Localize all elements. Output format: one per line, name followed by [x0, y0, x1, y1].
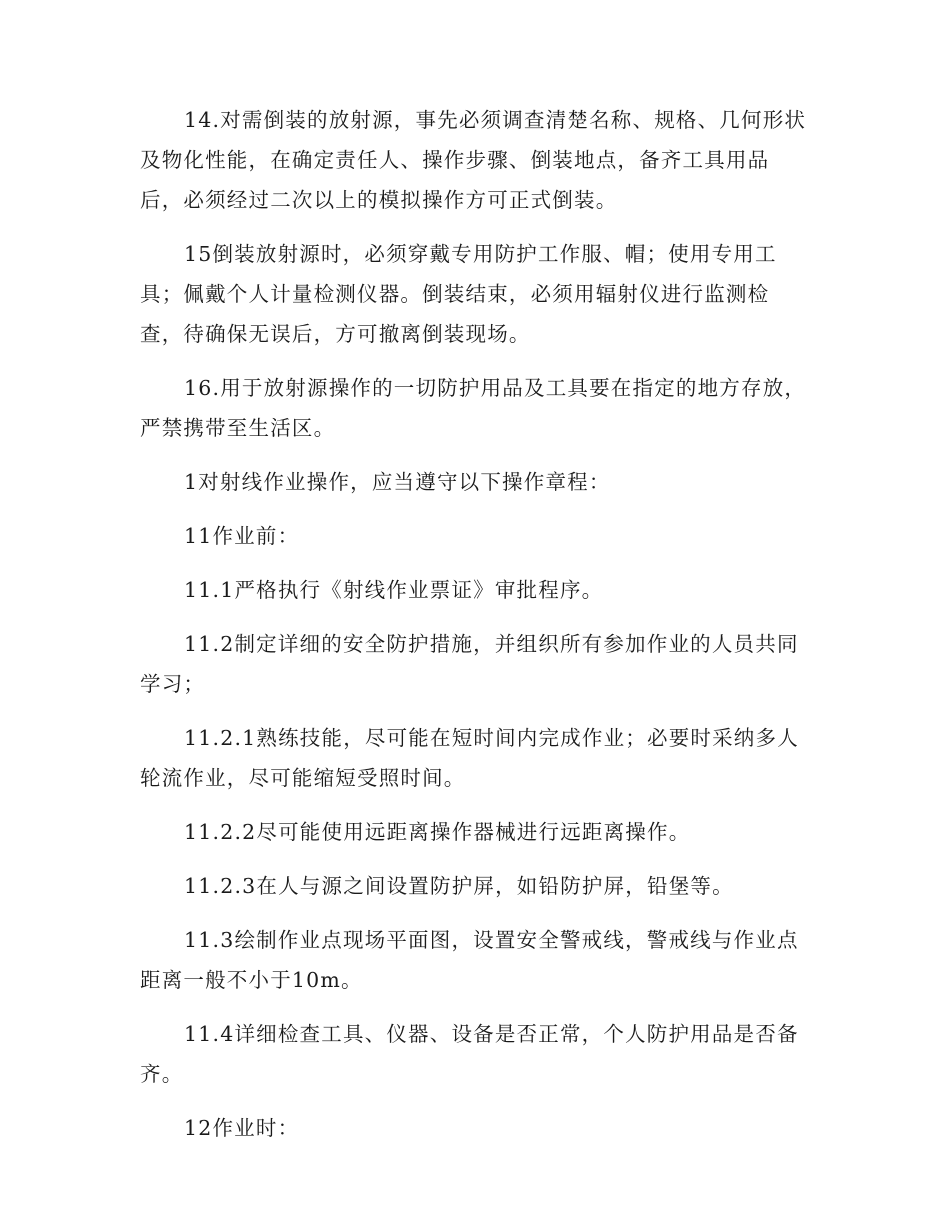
paragraph-11-2: [140, 624, 810, 704]
paragraph-11-3: [140, 920, 810, 1000]
paragraph-line: 11.2.1熟练技能，尽可能在短时间内完成作业；必要时采纳多人: [184, 726, 799, 750]
paragraph-14: [140, 100, 810, 220]
paragraph-line: 具；佩戴个人计量检测仪器。倒装结束，必须用辐射仪进行监测检: [140, 282, 770, 306]
paragraph-line: 11.2.2尽可能使用远距离操作器械进行远距离操作。: [184, 820, 691, 844]
paragraph-line: 12作业时：: [184, 1116, 300, 1140]
paragraph-line: 16.用于放射源操作的一切防护用品及工具要在指定的地方存放，: [184, 376, 807, 400]
paragraph-line: 11.2.3在人与源之间设置防护屏，如铅防护屏，铅堡等。: [184, 874, 734, 898]
paragraph-line: 11.3绘制作业点现场平面图，设置安全警戒线，警戒线与作业点: [184, 928, 799, 952]
paragraph-11-1: [140, 570, 810, 610]
paragraph-line: 学习；: [140, 672, 206, 696]
paragraph-line: 11.4详细检查工具、仪器、设备是否正常，个人防护用品是否备: [184, 1022, 799, 1046]
paragraph-line: 严禁携带至生活区。: [140, 416, 336, 440]
paragraph-11-2-2: [140, 812, 810, 852]
paragraph-line: 1对射线作业操作，应当遵守以下操作章程：: [184, 470, 611, 494]
paragraph-line: 齐。: [140, 1062, 184, 1086]
paragraph-line: 11作业前：: [184, 524, 300, 548]
paragraph-line: 11.2制定详细的安全防护措施，并组织所有参加作业的人员共同: [184, 632, 799, 656]
paragraph-line: 及物化性能，在确定责任人、操作步骤、倒装地点，备齐工具用品: [140, 148, 770, 172]
paragraph-11-heading: [140, 516, 810, 556]
paragraph-line: 14.对需倒装的放射源，事先必须调查清楚名称、规格、几何形状: [184, 108, 807, 132]
paragraph-line: 轮流作业，尽可能缩短受照时间。: [140, 766, 466, 790]
paragraph-line: 15倒装放射源时，必须穿戴专用防护工作服、帽；使用专用工: [184, 242, 777, 266]
document-page: [140, 100, 810, 1148]
paragraph-11-4: [140, 1014, 810, 1094]
paragraph-section-1: [140, 462, 810, 502]
paragraph-line: 11.1严格执行《射线作业票证》审批程序。: [184, 578, 604, 602]
paragraph-11-2-1: [140, 718, 810, 798]
paragraph-11-2-3: [140, 866, 810, 906]
paragraph-15: [140, 234, 810, 354]
paragraph-line: 查，待确保无误后，方可撤离倒装现场。: [140, 322, 531, 346]
paragraph-16: [140, 368, 810, 448]
paragraph-line: 后，必须经过二次以上的模拟操作方可正式倒装。: [140, 188, 618, 212]
paragraph-12-heading: [140, 1108, 810, 1148]
paragraph-line: 距离一般不小于10m。: [140, 968, 363, 992]
